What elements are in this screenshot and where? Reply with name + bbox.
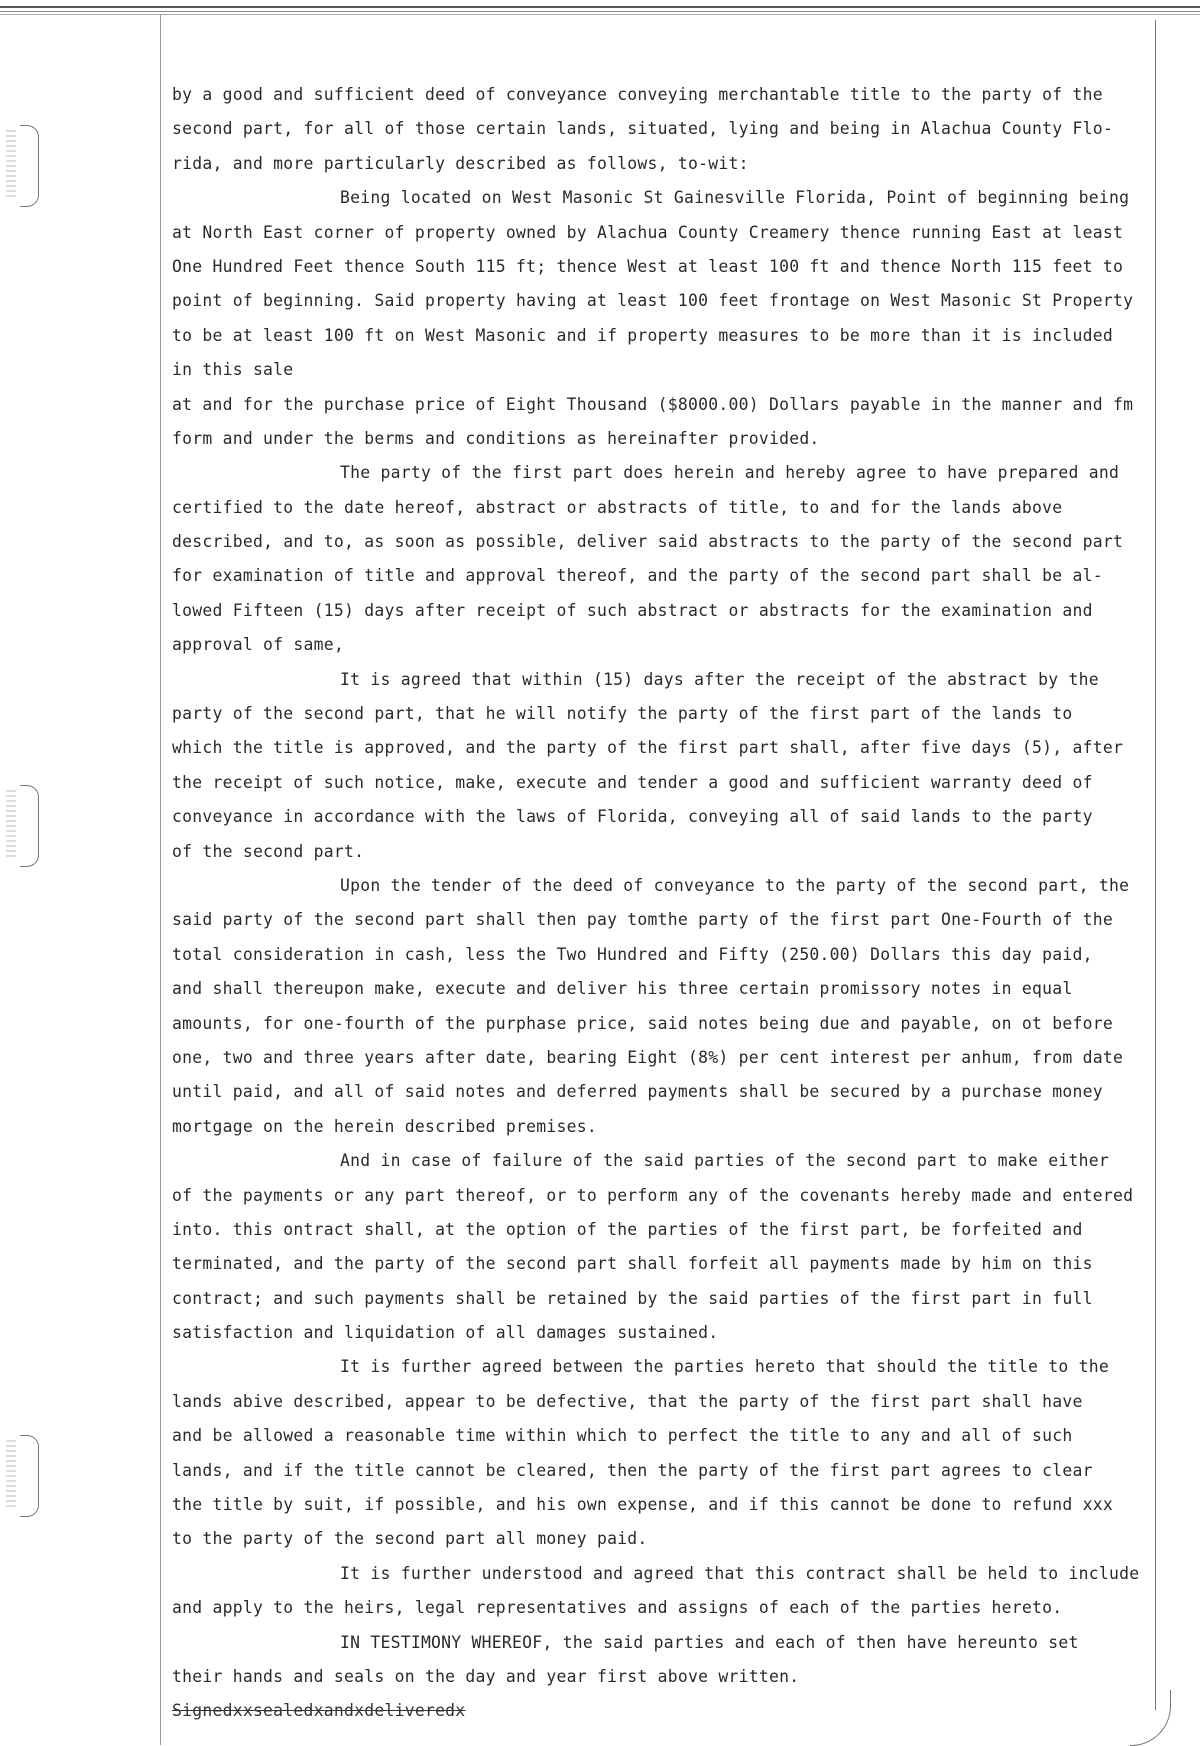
text-line: second part, for all of those certain lands, situated, lying and being in Alachua County Flo- [172,119,1113,139]
text-line: the receipt of such notice, make, execute and tender a good and sufficient warranty deed of [172,772,1093,792]
text-line: at and for the purchase price of Eight Thousand ($8000.00) Dollars payable in the manner and fm [172,394,1134,414]
struck-out-signature-line: Signedxxsealedxandxdeliveredx [172,1701,466,1721]
text-line: at North East corner of property owned by Alachua County Creamery thence running East at least [172,222,1124,242]
text-line: approval of same, [172,635,345,655]
text-line: certified to the date hereof, abstract or abstracts of title, to and for the lands above [172,497,1063,517]
text-line: lands, and if the title cannot be cleared, then the party of the first part agrees to clear [172,1460,1093,1480]
text-line: of the payments or any part thereof, or to perform any of the covenants hereby made and entered [172,1185,1134,1205]
text-line: in this sale [172,360,294,380]
top-border-rule [0,11,1200,12]
text-line: one, two and three years after date, bearing Eight (8%) per cent interest per anhum, from date [172,1047,1124,1067]
top-border-rule [0,6,1200,8]
text-line: mortgage on the herein described premises. [172,1116,597,1136]
text-line: total consideration in cash, less the Two Hundred and Fifty (250.00) Dollars this day paid, [172,944,1093,964]
binder-punch-hole [20,125,39,207]
text-line: to the party of the second part all money paid. [172,1529,648,1549]
text-line: satisfaction and liquidation of all damages sustained. [172,1323,719,1343]
text-line: party of the second part, that he will notify the party of the first part of the lands to [172,704,1073,724]
binder-punch-hole [20,785,39,867]
text-line: and apply to the heirs, legal representatives and assigns of each of the parties hereto. [172,1598,1063,1618]
text-line: And in case of failure of the said parties of the second part to make either [340,1151,1109,1171]
text-line: The party of the first part does herein and hereby agree to have prepared and [340,463,1120,483]
contract-text-body [172,78,1162,1694]
text-line: for examination of title and approval thereof, and the party of the second part shall be al- [172,566,1103,586]
text-line: lands abive described, appear to be defective, that the party of the first part shall have [172,1391,1083,1411]
text-line: Upon the tender of the deed of conveyance to the party of the second part, the [340,875,1130,895]
text-line: It is further agreed between the parties hereto that should the title to the [340,1357,1109,1377]
text-line: lowed Fifteen (15) days after receipt of such abstract or abstracts for the examination and [172,600,1093,620]
text-line: said party of the second part shall then pay tomthe party of the first part One-Fourth of the [172,910,1113,930]
text-line: into. this ontract shall, at the option of the parties of the first part, be forfeited and [172,1219,1083,1239]
text-line: point of beginning. Said property having at least 100 feet frontage on West Masonic St Property [172,291,1134,311]
typed-contract-page [172,78,1162,1729]
left-margin-line [160,15,161,1745]
text-line: the title by suit, if possible, and his own expense, and if this cannot be done to refund xxx [172,1495,1113,1515]
text-line: amounts, for one-fourth of the purphase price, said notes being due and payable, on ot before [172,1013,1113,1033]
text-line: terminated, and the party of the second part shall forfeit all payments made by him on this [172,1254,1093,1274]
text-line: their hands and seals on the day and year first above written. [172,1666,800,1686]
text-line: described, and to, as soon as possible, deliver said abstracts to the party of the second part [172,532,1124,552]
text-line: It is further understood and agreed that this contract shall be held to include [340,1563,1140,1583]
text-line: rida, and more particularly described as follows, to-wit: [172,153,749,173]
text-line: and be allowed a reasonable time within which to perfect the title to any and all of such [172,1426,1073,1446]
text-line: IN TESTIMONY WHEREOF, the said parties and each of then have hereunto set [340,1632,1079,1652]
text-line: until paid, and all of said notes and deferred payments shall be secured by a purchase money [172,1082,1103,1102]
text-line: by a good and sufficient deed of conveyance conveying merchantable title to the party of the [172,85,1103,104]
text-line: which the title is approved, and the party of the first part shall, after five days (5), after [172,738,1124,758]
text-line: It is agreed that within (15) days after the receipt of the abstract by the [340,669,1099,689]
text-line: Being located on West Masonic St Gainesville Florida, Point of beginning being [340,188,1130,208]
text-line: to be at least 100 ft on West Masonic and if property measures to be more than it is included [172,325,1113,345]
text-line: of the second part. [172,841,365,861]
text-line: and shall thereupon make, execute and deliver his three certain promissory notes in equal [172,979,1073,999]
text-line: contract; and such payments shall be retained by the said parties of the first part in full [172,1288,1093,1308]
text-line: One Hundred Feet thence South 115 ft; thence West at least 100 ft and thence North 115 feet to [172,256,1124,276]
text-line: conveyance in accordance with the laws of Florida, conveying all of said lands to the party [172,807,1093,827]
top-border-rule [0,14,1200,15]
text-line: form and under the berms and conditions as hereinafter provided. [172,428,820,448]
binder-punch-hole [20,1435,39,1517]
